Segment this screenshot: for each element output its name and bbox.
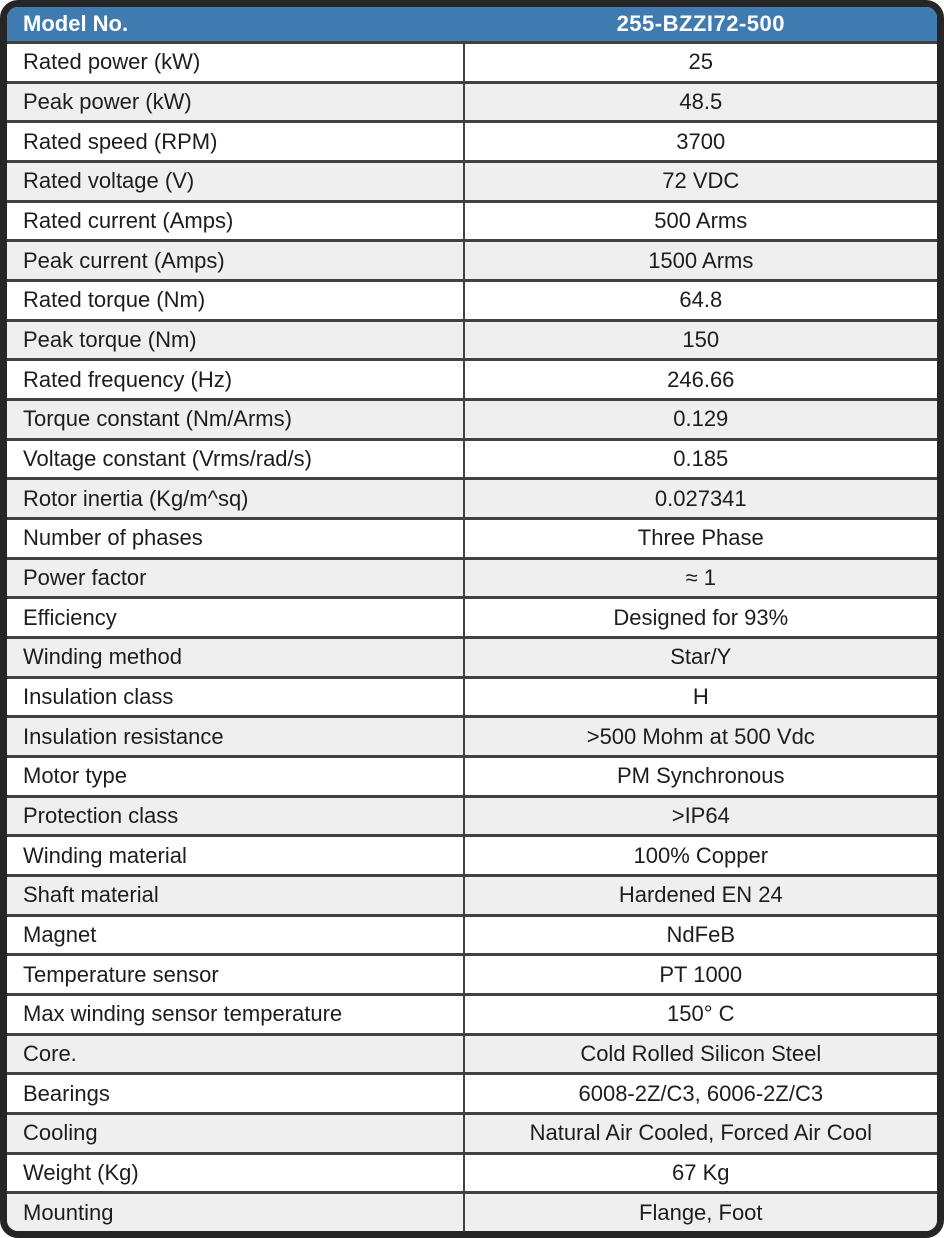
table-row: [7, 239, 937, 279]
spec-value: PM Synchronous: [617, 763, 785, 789]
spec-value: 3700: [676, 128, 726, 154]
table-row: [7, 1152, 937, 1192]
spec-label: Rated speed (RPM): [7, 123, 465, 160]
spec-value: Designed for 93%: [613, 604, 789, 630]
spec-label: Insulation class: [7, 679, 465, 716]
table-row: [7, 755, 937, 795]
table-row: [7, 200, 937, 240]
spec-label: Winding method: [7, 639, 465, 676]
table-row: [7, 319, 937, 359]
spec-value: 500 Arms: [654, 208, 748, 234]
table-row: [7, 438, 937, 478]
spec-value: H: [692, 684, 709, 710]
spec-value: >500 Mohm at 500 Vdc: [586, 723, 815, 749]
table-row: [7, 477, 937, 517]
spec-label: Insulation resistance: [7, 718, 465, 755]
spec-label: Max winding sensor temperature: [7, 996, 465, 1033]
spec-label: Magnet: [7, 917, 465, 954]
table-row: [7, 358, 937, 398]
spec-label: Rotor inertia (Kg/m^sq): [7, 480, 465, 517]
spec-value: 48.5: [679, 89, 723, 114]
spec-label: Rated voltage (V): [7, 163, 465, 200]
table-row: [7, 874, 937, 914]
spec-value: >IP64: [671, 803, 730, 829]
model-no-header-label: Model No.: [23, 11, 129, 36]
spec-value: 100% Copper: [633, 842, 769, 868]
spec-label: Protection class: [7, 798, 465, 835]
spec-value: 64.8: [679, 287, 723, 313]
spec-label: Rated frequency (Hz): [7, 361, 465, 398]
table-row: [7, 1033, 937, 1073]
spec-label: Peak current (Amps): [7, 242, 465, 279]
spec-label: Torque constant (Nm/Arms): [7, 401, 465, 438]
spec-value: 6008-2Z/C3, 6006-2Z/C3: [578, 1080, 824, 1106]
spec-label: Motor type: [7, 758, 465, 795]
spec-value: 150° C: [667, 1001, 735, 1027]
spec-value: 0.185: [673, 446, 729, 472]
table-row: [7, 120, 937, 160]
spec-label: Temperature sensor: [7, 956, 465, 993]
table-row: [7, 279, 937, 319]
table-row: [7, 398, 937, 438]
table-header-row: [7, 7, 937, 41]
spec-value: 25: [688, 49, 714, 75]
spec-value: 67 Kg: [672, 1160, 730, 1186]
table-row: [7, 557, 937, 597]
table-row: [7, 160, 937, 200]
spec-label: Core.: [7, 1036, 465, 1073]
table-row: [7, 517, 937, 557]
spec-value: PT 1000: [659, 961, 743, 987]
spec-value: Cold Rolled Silicon Steel: [580, 1041, 822, 1067]
table-row: [7, 834, 937, 874]
spec-label: Shaft material: [7, 877, 465, 914]
spec-label: Rated power (kW): [7, 44, 465, 81]
spec-label: Number of phases: [7, 520, 465, 557]
table-row: [7, 1112, 937, 1152]
spec-value: Three Phase: [637, 525, 764, 551]
table-row: [7, 795, 937, 835]
model-no-header-value: 255-BZZI72-500: [616, 11, 785, 36]
spec-value: 0.129: [673, 406, 729, 432]
spec-value: Flange, Foot: [639, 1199, 763, 1225]
spec-value: 1500 Arms: [648, 247, 754, 273]
spec-value: NdFeB: [666, 922, 736, 948]
spec-label: Winding material: [7, 837, 465, 874]
table-row: [7, 993, 937, 1033]
table-row: [7, 81, 937, 121]
table-row: [7, 914, 937, 954]
spec-label: Rated torque (Nm): [7, 282, 465, 319]
table-row: [7, 596, 937, 636]
table-row: [7, 1191, 937, 1231]
spec-label: Cooling: [7, 1115, 465, 1152]
table-row: [7, 636, 937, 676]
spec-value: Hardened EN 24: [618, 882, 783, 908]
spec-value: ≈ 1: [685, 565, 716, 591]
spec-label: Bearings: [7, 1075, 465, 1112]
spec-label: Rated current (Amps): [7, 203, 465, 240]
spec-value: 72 VDC: [662, 168, 740, 194]
spec-value: 0.027341: [654, 485, 747, 511]
table-row: [7, 676, 937, 716]
spec-label: Weight (Kg): [7, 1155, 465, 1192]
spec-label: Mounting: [7, 1194, 465, 1231]
table-row: [7, 41, 937, 81]
table-row: [7, 953, 937, 993]
spec-value: Natural Air Cooled, Forced Air Cool: [529, 1120, 872, 1146]
table-body: [7, 41, 937, 1231]
spec-label: Power factor: [7, 560, 465, 597]
spec-label: Voltage constant (Vrms/rad/s): [7, 441, 465, 478]
spec-value: 150: [682, 327, 720, 353]
spec-label: Efficiency: [7, 599, 465, 636]
table-row: [7, 715, 937, 755]
spec-label: Peak torque (Nm): [7, 322, 465, 359]
spec-value: Star/Y: [670, 644, 732, 670]
table-row: [7, 1072, 937, 1112]
spec-value: 246.66: [667, 366, 735, 392]
spec-label: Peak power (kW): [7, 84, 465, 121]
